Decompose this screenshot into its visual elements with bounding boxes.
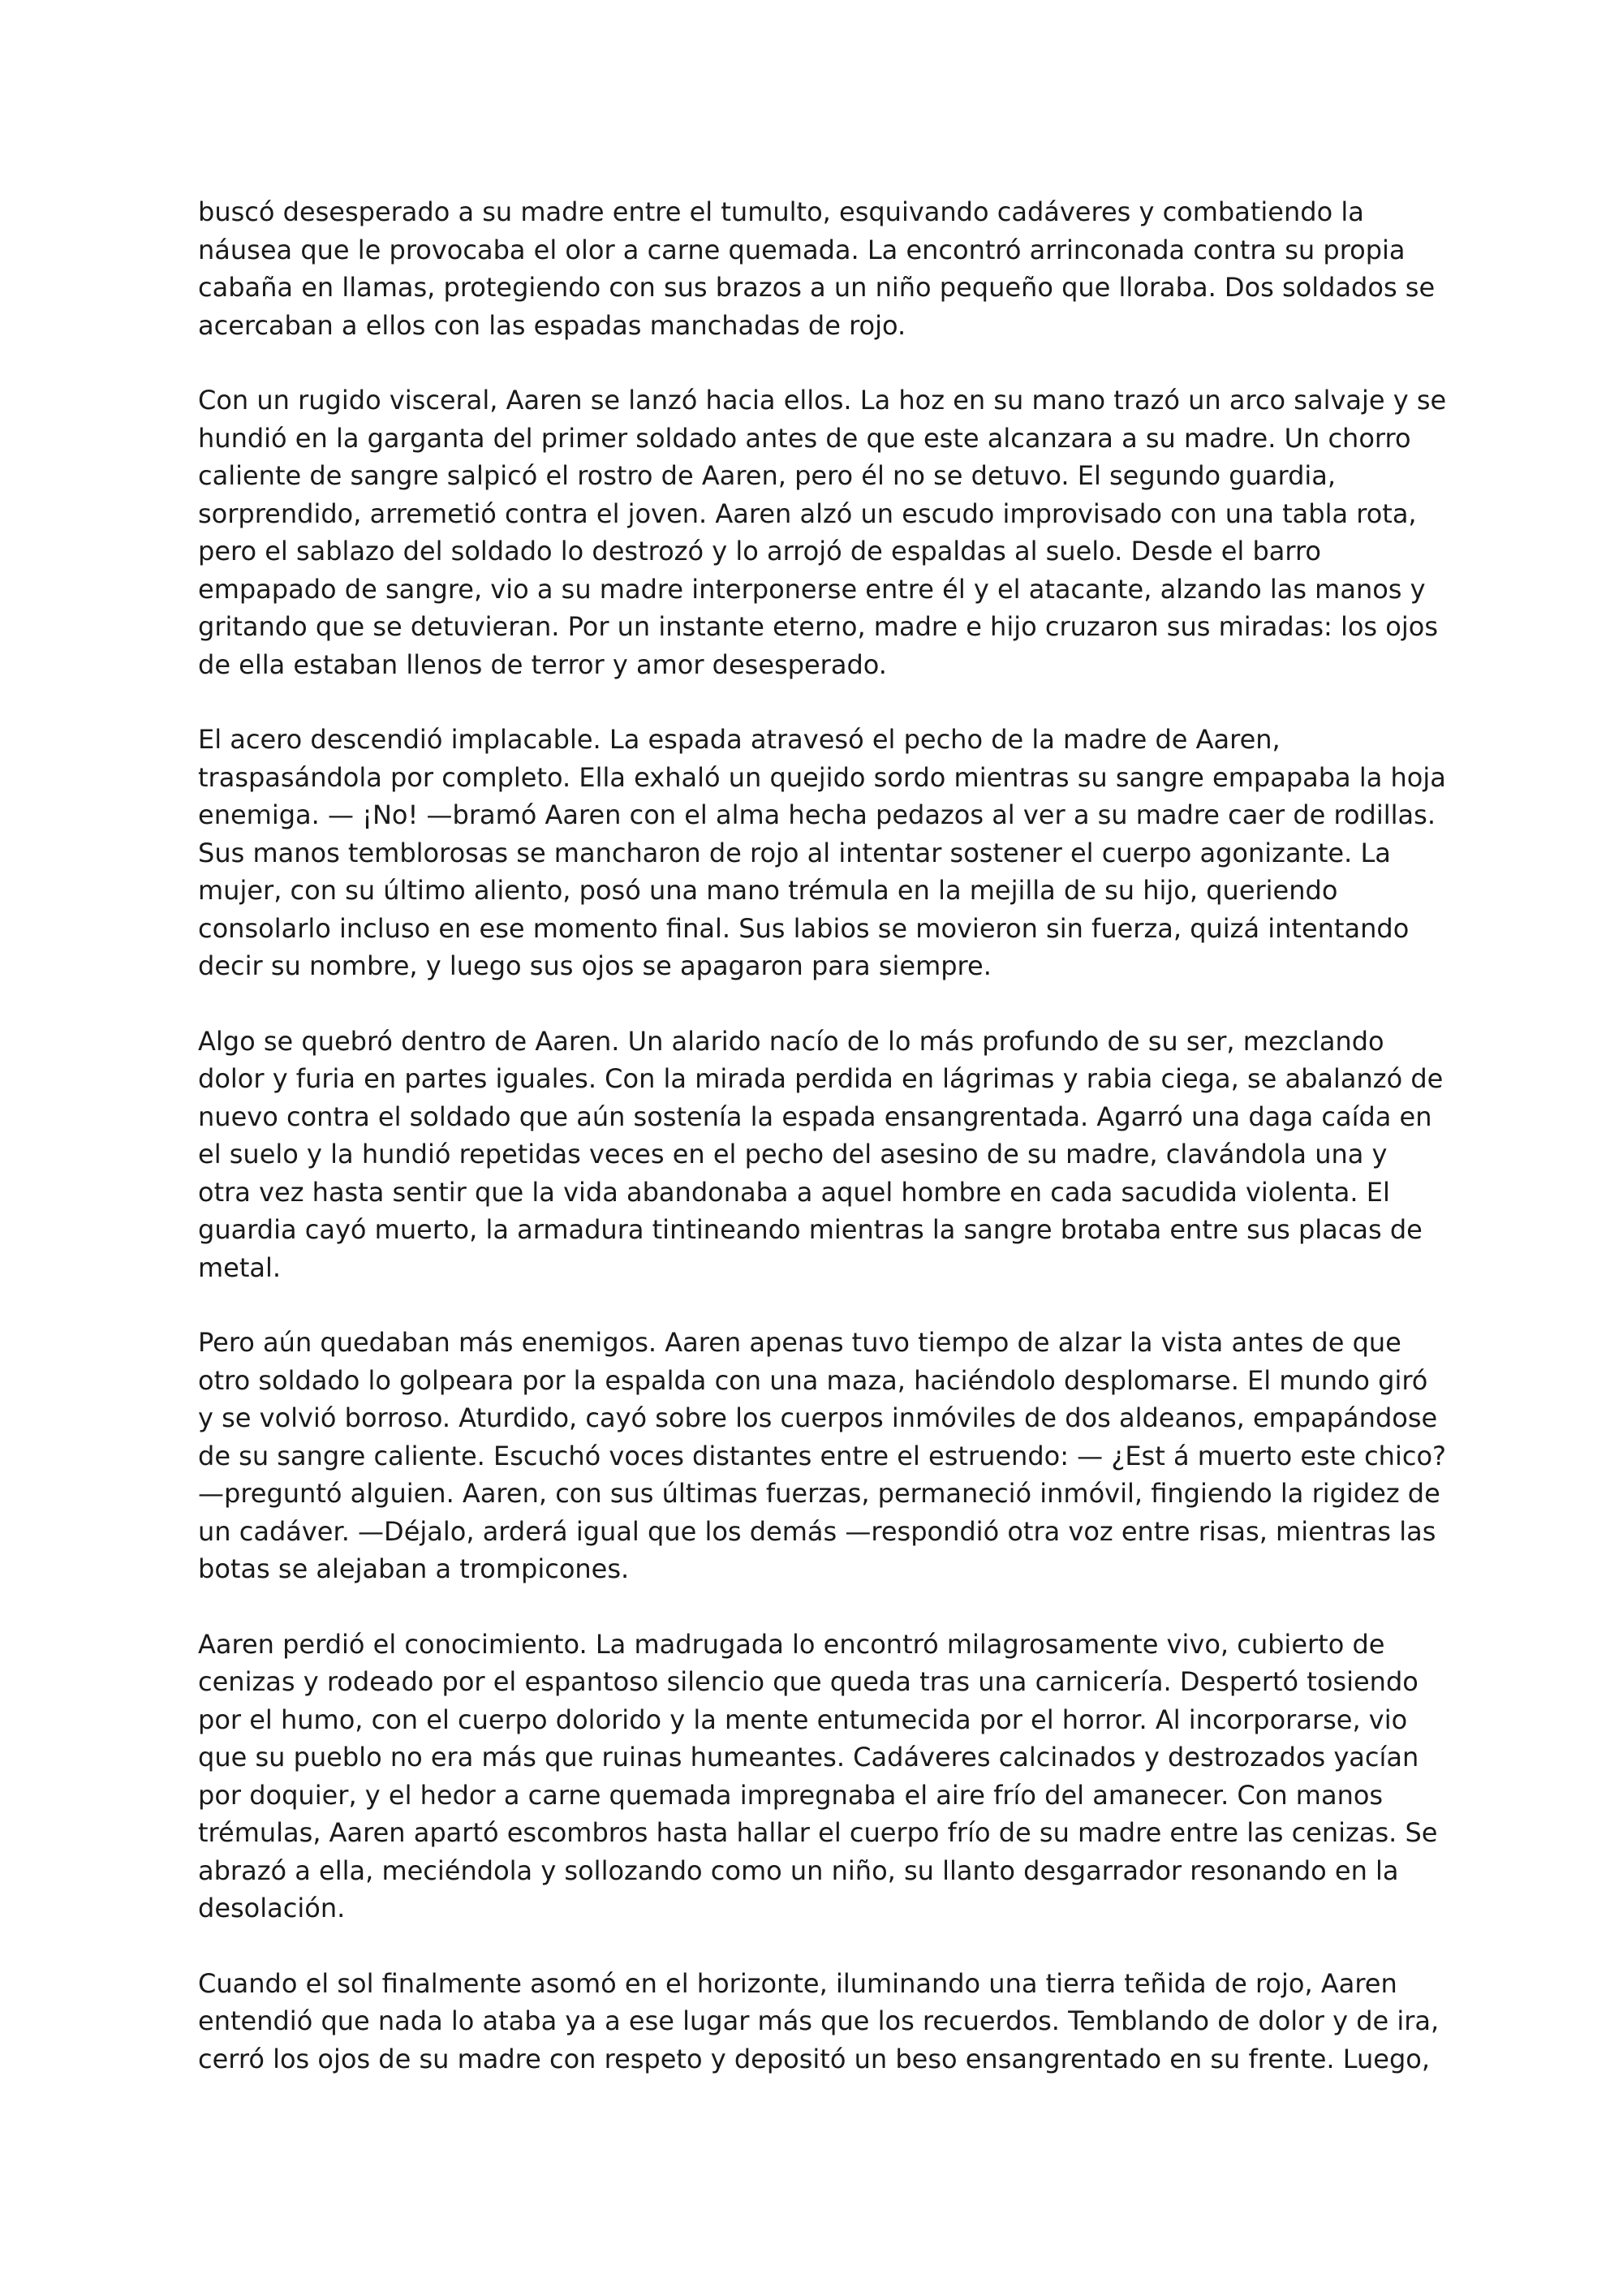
paragraph-2: Con un rugido visceral, Aaren se lanzó hacia ellos. La hoz en su mano trazó un arco salvaje y se hundió en la garganta del primer soldado antes de que este alcanzara a su madre. Un chorro caliente de sangre salpicó el rostro de Aaren, pero él no se detuvo. El segundo guardia, sorprendido, arremetió contra el joven. Aaren alzó un escudo improvisado con una tabla rota, pero el sablazo del soldado lo destrozó y lo arrojó de espaldas al suelo. Desde el barro empapado de sangre, vio a su madre interponerse entre él y el atacante, alzando las manos y gritando que se detuvieran. Por un instante eterno, madre e hijo cruzaron sus miradas: los ojos de ella estaban llenos de terror y amor desesperado. [198,385,1447,680]
paragraph-3: El acero descendió implacable. La espada atravesó el pecho de la madre de Aaren, traspasándola por completo. Ella exhaló un quejido sordo mientras su sangre empapaba la hoja enemiga. — ¡No! —bramó Aaren con el alma hecha pedazos al ver a su madre caer de rodillas. Sus manos temblorosas se mancharon de rojo al intentar sostener el cuerpo agonizante. La mujer, con su último aliento, posó una mano trémula en la mejilla de su hijo, queriendo consolarlo incluso en ese momento final. Sus labios se movieron sin fuerza, quizá intentando decir su nombre, y luego sus ojos se apagaron para siempre. [198,724,1446,981]
paragraph-1: buscó desesperado a su madre entre el tumulto, esquivando cadáveres y combatiendo la náusea que le provocaba el olor a carne quemada. La encontró arrinconada contra su propia cabaña en llamas, protegiendo con sus brazos a un niño pequeño que lloraba. Dos soldados se acercaban a ellos con las espadas manchadas de rojo. [198,196,1436,341]
document-body [198,193,1448,2078]
paragraph-7: Cuando el sol finalmente asomó en el horizonte, iluminando una tierra teñida de rojo, Aaren entendió que nada lo ataba ya a ese lugar más que los recuerdos. Temblando de dolor y de ira, cerró los ojos de su madre con respeto y depositó un beso ensangrentado en su frente. Luego, [198,1967,1440,2074]
paragraph-4: Algo se quebró dentro de Aaren. Un alarido nacío de lo más profundo de su ser, mezclando dolor y furia en partes iguales. Con la mirada perdida en lágrimas y rabia ciega, se abalanzó de nuevo contra el soldado que aún sostenía la espada ensangrentada. Agarró una daga caída en el suelo y la hundió repetidas veces en el pecho del asesino de su madre, clavándola una y otra vez hasta sentir que la vida abandonaba a aquel hombre en cada sacudida violenta. El guardia cayó muerto, la armadura tintineando mientras la sangre brotaba entre sus placas de metal. [198,1025,1444,1283]
paragraph-5: Pero aún quedaban más enemigos. Aaren apenas tuvo tiempo de alzar la vista antes de que otro soldado lo golpeara por la espalda con una maza, haciéndolo desplomarse. El mundo giró y se volvió borroso. Aturdido, cayó sobre los cuerpos inmóviles de dos aldeanos, empapándose de su sangre caliente. Escuchó voces distantes entre el estruendo: — ¿Est á muerto este chico? —preguntó alguien. Aaren, con sus últimas fuerzas, permaneció inmóvil, fingiendo la rigidez de un cadáver. —Déjalo, arderá igual que los demás —respondió otra voz entre risas, mientras las botas se alejaban a trompicones. [198,1327,1446,1584]
paragraph-6: Aaren perdió el conocimiento. La madrugada lo encontró milagrosamente vivo, cubierto de cenizas y rodeado por el espantoso silencio que queda tras una carnicería. Despertó tosiendo por el humo, con el cuerpo dolorido y la mente entumecida por el horror. Al incorporarse, vio que su pueblo no era más que ruinas humeantes. Cadáveres calcinados y destrozados yacían por doquier, y el hedor a carne quemada impregnaba el aire frío del amanecer. Con manos trémulas, Aaren apartó escombros hasta hallar el cuerpo frío de su madre entre las cenizas. Se abrazó a ella, meciéndola y sollozando como un niño, su llanto desgarrador resonando en la desolación. [198,1628,1438,1923]
